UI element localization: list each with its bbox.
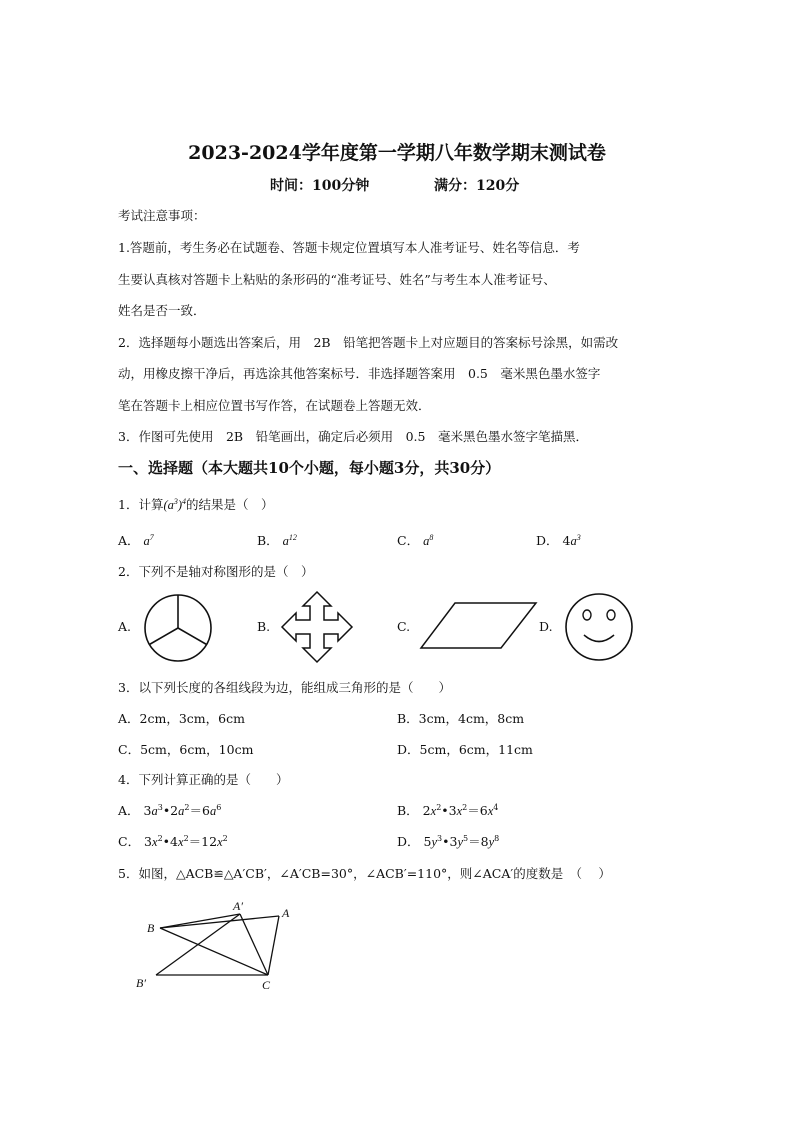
section-heading: 一、选择题（本大题共10个小题，每小题3分，共30分） bbox=[118, 459, 501, 477]
option-b-label[interactable]: B. bbox=[257, 619, 271, 634]
notice-line: 3．作图可先使用 2B 铅笔画出，确定后必须用 0.5 毫米黑色墨水签字笔描黑． bbox=[118, 429, 588, 444]
option-label: B． bbox=[397, 803, 419, 818]
option-a-label[interactable]: A. bbox=[118, 619, 132, 634]
question-1-suffix: 的结果是（ ） bbox=[186, 497, 274, 512]
notice-line: 生要认真核对答题卡上粘贴的条形码的“准考证号、姓名”与考生本人准考证号、 bbox=[118, 272, 556, 287]
notice-line: 姓名是否一致． bbox=[118, 303, 206, 318]
question-3-stem: 3．以下列长度的各组线段为边，能组成三角形的是（ ） bbox=[118, 680, 451, 695]
segment-Bprime-Aprime bbox=[156, 914, 240, 975]
question-1-prefix: 1．计算 bbox=[118, 497, 164, 512]
option-a[interactable]: A． $3a^3•2a^2=6a^6$ bbox=[118, 802, 222, 818]
option-c[interactable]: C． $3x^2•4x^2=12x^2$ bbox=[118, 833, 228, 849]
option-d[interactable]: D．5cm，6cm，11cm bbox=[397, 742, 533, 757]
segment-AC bbox=[268, 916, 279, 975]
exam-score: 满分：120分 bbox=[434, 178, 520, 194]
option-d-label[interactable]: D. bbox=[539, 619, 553, 634]
option-label: A． bbox=[118, 803, 140, 818]
label-C: C bbox=[262, 978, 271, 992]
segment-Aprime-C bbox=[240, 914, 268, 975]
notice-line: 1.答题前，考生务必在试题卷、答题卡规定位置填写本人准考证号、姓名等信息．考 bbox=[118, 240, 580, 255]
label-B-prime: B′ bbox=[136, 976, 146, 990]
notice-heading: 考试注意事项： bbox=[118, 208, 206, 223]
option-d[interactable]: D． $4a^3$ bbox=[536, 532, 581, 548]
option-label: D． bbox=[536, 533, 559, 548]
option-d[interactable]: D． $5y^3•3y^5=8y^8$ bbox=[397, 833, 500, 849]
option-a[interactable]: A． $a^7$ bbox=[118, 532, 154, 548]
exam-time: 时间：100分钟 bbox=[270, 178, 370, 194]
option-b[interactable]: B． $2x^2•3x^2=6x^4$ bbox=[397, 802, 499, 818]
question-1-expression: $(a^3)^4$ bbox=[163, 496, 187, 512]
option-c[interactable]: C． $a^8$ bbox=[397, 532, 434, 548]
question-4-stem: 4．下列计算正确的是（ ） bbox=[118, 772, 289, 787]
option-label: C． bbox=[118, 834, 141, 849]
question-5-stem: 5．如图，△ACB≌△A′CB′，∠A′CB=30°，∠ACB′=110°，则∠ACA′的度数是 （ ） bbox=[118, 866, 611, 881]
option-c-label[interactable]: C. bbox=[397, 619, 411, 634]
question-2-stem: 2．下列不是轴对称图形的是（ ） bbox=[118, 564, 314, 579]
option-a[interactable]: A．2cm，3cm，6cm bbox=[118, 711, 245, 726]
label-A-prime: A′ bbox=[233, 899, 243, 913]
notice-line: 笔在答题卡上相应位置书写作答，在试题卷上答题无效． bbox=[118, 398, 431, 413]
label-B: B bbox=[147, 921, 155, 935]
option-b[interactable]: B．3cm，4cm，8cm bbox=[397, 711, 525, 726]
exam-title: 2023-2024学年度第一学期八年数学期末测试卷 bbox=[188, 142, 606, 164]
option-label: A． bbox=[118, 533, 140, 548]
option-label: B． bbox=[257, 533, 279, 548]
label-A: A bbox=[282, 906, 290, 920]
option-label: C． bbox=[397, 533, 420, 548]
segment-BC bbox=[160, 928, 268, 975]
option-b[interactable]: B． $a^{12}$ bbox=[257, 532, 297, 548]
notice-line: 动，用橡皮擦干净后，再选涂其他答案标号．非选择题答案用 0.5 毫米黑色墨水签字 bbox=[118, 366, 601, 381]
option-c[interactable]: C．5cm，6cm，10cm bbox=[118, 742, 254, 757]
option-label: D． bbox=[397, 834, 420, 849]
notice-line: 2．选择题每小题选出答案后，用 2B 铅笔把答题卡上对应题目的答案标号涂黑，如需改 bbox=[118, 335, 619, 350]
